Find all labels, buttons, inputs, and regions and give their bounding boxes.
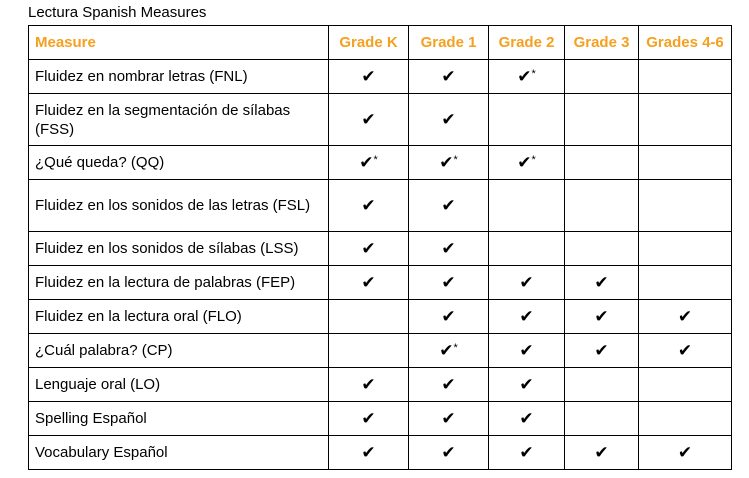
- footnote-asterisk: *: [531, 67, 536, 80]
- checkmark-icon: ✔: [677, 340, 693, 360]
- grade-cell: [409, 232, 489, 266]
- checkmark-icon: ✔: [519, 272, 534, 292]
- grade-cell: [329, 232, 409, 266]
- grade-cell: [489, 146, 565, 180]
- grade-cell: [409, 146, 489, 180]
- grade-cell: [639, 180, 732, 232]
- checkmark-icon: ✔: [441, 195, 456, 215]
- table-row: [29, 436, 732, 470]
- checkmark-icon: ✔: [519, 340, 534, 360]
- checkmark-icon: ✔: [441, 408, 456, 428]
- grade-cell: [409, 94, 489, 146]
- grade-cell: [489, 334, 565, 368]
- grade-cell: [409, 334, 489, 368]
- checkmark-icon: ✔: [361, 442, 376, 462]
- table-row: [29, 60, 732, 94]
- grade-cell: [489, 180, 565, 232]
- checkmark-icon: ✔: [439, 340, 454, 360]
- grade-cell: [639, 368, 732, 402]
- grade-cell: [489, 300, 565, 334]
- grade-cell: [565, 368, 639, 402]
- table-row: [29, 334, 732, 368]
- grade-cell: [639, 402, 732, 436]
- grade-cell: [565, 94, 639, 146]
- grade-cell: [639, 334, 732, 368]
- grade-cell: [329, 146, 409, 180]
- table-row: [29, 402, 732, 436]
- grade-cell: [639, 266, 732, 300]
- measure-name: ¿Qué queda? (QQ): [29, 146, 329, 180]
- grade-cell: [565, 334, 639, 368]
- grade-cell: [489, 94, 565, 146]
- measure-name: Lenguaje oral (LO): [29, 368, 329, 402]
- grade-cell: [489, 60, 565, 94]
- table-row: [29, 180, 732, 232]
- grade-cell: [489, 266, 565, 300]
- measure-name: Fluidez en los sonidos de las letras (FSL): [29, 180, 329, 232]
- measure-name: Fluidez en los sonidos de sílabas (LSS): [29, 232, 329, 266]
- grade-cell: [329, 60, 409, 94]
- measure-name: Fluidez en la lectura oral (FLO): [29, 300, 329, 334]
- measure-name: Fluidez en la lectura de palabras (FEP): [29, 266, 329, 300]
- checkmark-icon: ✔: [519, 442, 534, 462]
- header-grade-3: Grade 3: [565, 26, 639, 60]
- header-measure: Measure: [29, 26, 329, 60]
- measure-name: Fluidez en la segmentación de sílabas (FSS): [29, 94, 329, 146]
- grade-cell: [489, 232, 565, 266]
- checkmark-icon: ✔: [441, 272, 456, 292]
- checkmark-icon: ✔: [517, 66, 532, 86]
- checkmark-icon: ✔: [361, 272, 376, 292]
- checkmark-icon: ✔: [361, 374, 376, 394]
- table-row: [29, 232, 732, 266]
- measure-name: Vocabulary Español: [29, 436, 329, 470]
- grade-cell: [329, 334, 409, 368]
- checkmark-icon: ✔: [594, 306, 609, 326]
- grade-cell: [639, 146, 732, 180]
- table-row: [29, 94, 732, 146]
- grade-cell: [565, 300, 639, 334]
- grade-cell: [409, 368, 489, 402]
- grade-cell: [409, 402, 489, 436]
- grade-cell: [565, 402, 639, 436]
- grade-cell: [565, 146, 639, 180]
- checkmark-icon: ✔: [677, 442, 693, 462]
- measure-name: Fluidez en nombrar letras (FNL): [29, 60, 329, 94]
- grade-cell: [565, 232, 639, 266]
- grade-cell: [409, 60, 489, 94]
- grade-cell: [639, 94, 732, 146]
- measures-table: [28, 25, 732, 470]
- checkmark-icon: ✔: [361, 109, 376, 129]
- checkmark-icon: ✔: [361, 408, 376, 428]
- table-row: [29, 266, 732, 300]
- table-caption: Lectura Spanish Measures: [28, 4, 207, 21]
- footnote-asterisk: *: [453, 153, 458, 166]
- header-grades-4-6: Grades 4-6: [639, 26, 732, 60]
- measure-name: Spelling Español: [29, 402, 329, 436]
- checkmark-icon: ✔: [359, 152, 374, 172]
- grade-cell: [489, 368, 565, 402]
- grade-cell: [409, 300, 489, 334]
- footnote-asterisk: *: [373, 153, 378, 166]
- checkmark-icon: ✔: [441, 306, 456, 326]
- grade-cell: [409, 266, 489, 300]
- checkmark-icon: ✔: [361, 66, 376, 86]
- checkmark-icon: ✔: [594, 442, 609, 462]
- checkmark-icon: ✔: [519, 408, 534, 428]
- grade-cell: [329, 402, 409, 436]
- grade-cell: [329, 300, 409, 334]
- table-row: [29, 146, 732, 180]
- footnote-asterisk: *: [453, 341, 458, 354]
- grade-cell: [489, 402, 565, 436]
- grade-cell: [565, 180, 639, 232]
- grade-cell: [639, 436, 732, 470]
- checkmark-icon: ✔: [441, 238, 456, 258]
- grade-cell: [639, 300, 732, 334]
- footnote-asterisk: *: [531, 153, 536, 166]
- checkmark-icon: ✔: [441, 442, 456, 462]
- checkmark-icon: ✔: [519, 306, 534, 326]
- grade-cell: [329, 436, 409, 470]
- grade-cell: [329, 180, 409, 232]
- header-grade-k: Grade K: [329, 26, 409, 60]
- table-row: [29, 368, 732, 402]
- grade-cell: [565, 436, 639, 470]
- grade-cell: [565, 60, 639, 94]
- grade-cell: [565, 266, 639, 300]
- grade-cell: [329, 368, 409, 402]
- header-grade-1: Grade 1: [409, 26, 489, 60]
- table-row: [29, 300, 732, 334]
- checkmark-icon: ✔: [441, 109, 456, 129]
- header-grade-2: Grade 2: [489, 26, 565, 60]
- grade-cell: [409, 436, 489, 470]
- checkmark-icon: ✔: [519, 374, 534, 394]
- checkmark-icon: ✔: [441, 66, 456, 86]
- checkmark-icon: ✔: [517, 152, 532, 172]
- checkmark-icon: ✔: [594, 340, 609, 360]
- checkmark-icon: ✔: [594, 272, 609, 292]
- measure-name: ¿Cuál palabra? (CP): [29, 334, 329, 368]
- grade-cell: [639, 232, 732, 266]
- grade-cell: [329, 94, 409, 146]
- grade-cell: [639, 60, 732, 94]
- checkmark-icon: ✔: [439, 152, 454, 172]
- checkmark-icon: ✔: [677, 306, 693, 326]
- grade-cell: [409, 180, 489, 232]
- grade-cell: [489, 436, 565, 470]
- checkmark-icon: ✔: [361, 195, 376, 215]
- checkmark-icon: ✔: [441, 374, 456, 394]
- grade-cell: [329, 266, 409, 300]
- checkmark-icon: ✔: [361, 238, 376, 258]
- header-row: [29, 26, 732, 60]
